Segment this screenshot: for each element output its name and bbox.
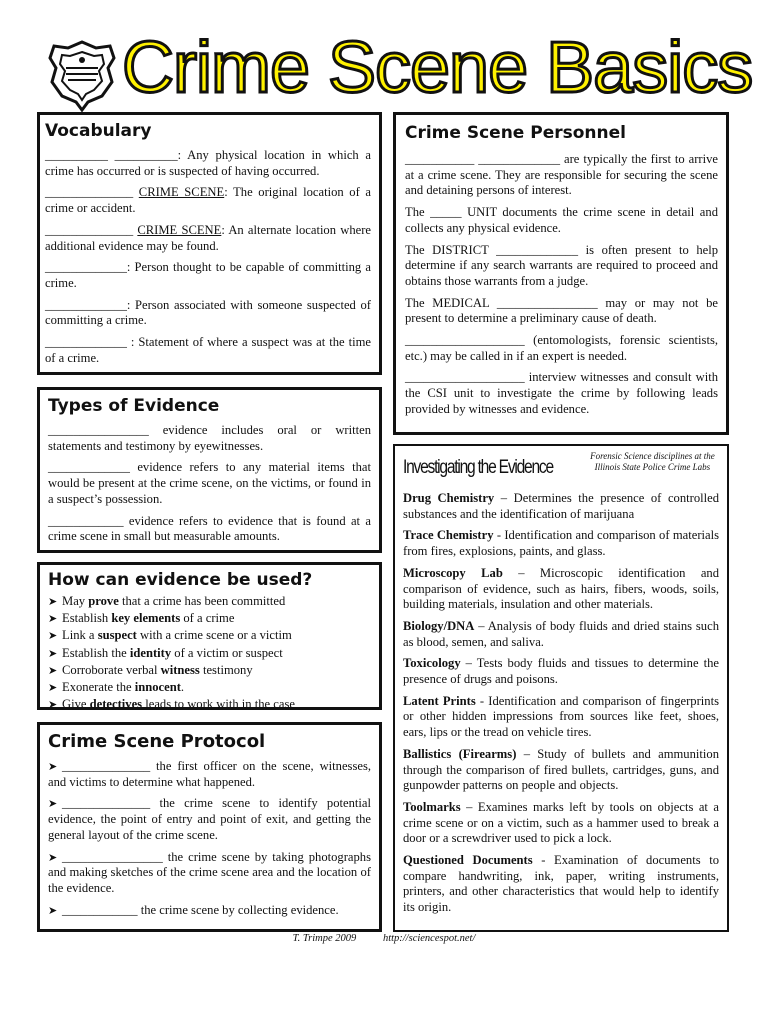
discipline-item: Questioned Documents - Examination of documents to compare handwriting, ink, paper, writing instruments, printers, and other characteristics that would help to identify its origin. bbox=[403, 853, 719, 915]
personnel-item: The _____ UNIT documents the crime scene in detail and collects any physical evidence. bbox=[405, 205, 718, 235]
fill-blank: ________________ bbox=[48, 423, 149, 437]
personnel-item: The DISTRICT _____________ is often present to help determine if any search warrants are required to proceed and obtains those warrants from a judge. bbox=[405, 242, 718, 288]
evidence-type-item: _____________ evidence refers to any material items that would be present at the crime scene, on the victims, or found in a suspect’s possession. bbox=[48, 460, 371, 506]
protocol-item: ➤ ______________ the crime scene to identify potential evidence, the point of entry and point of exit, and getting the general layout of the crime scene. bbox=[48, 796, 371, 842]
arrow-bullet-icon: ➤ bbox=[48, 903, 58, 917]
page-footer bbox=[0, 933, 768, 944]
fill-blank: _____________ bbox=[45, 297, 127, 312]
fill-blank: __________ __________ bbox=[45, 148, 178, 162]
arrow-bullet-icon: ➤ bbox=[48, 698, 58, 712]
discipline-item: Biology/DNA – Analysis of body fluids and dried stains such as blood, semen, and saliva. bbox=[403, 618, 719, 649]
fill-blank: ______________ bbox=[62, 759, 151, 773]
arrow-bullet-icon: ➤ bbox=[48, 612, 58, 626]
evidence-types-section bbox=[37, 387, 382, 553]
fill-blank: ______________ bbox=[45, 222, 138, 237]
personnel-heading: Crime Scene Personnel bbox=[405, 123, 626, 143]
fill-blank: _____________ bbox=[45, 260, 127, 275]
fill-blank: ____________ bbox=[62, 902, 138, 917]
personnel-item: ___________________ (entomologists, forensic scientists, etc.) may be called in if an expert is needed. bbox=[405, 333, 718, 363]
arrow-bullet-icon: ➤ bbox=[48, 595, 58, 608]
arrow-bullet-icon: ➤ bbox=[48, 663, 58, 677]
discipline-item: Toxicology – Tests body fluids and tissues to determine the presence of drugs and poisons. bbox=[403, 656, 719, 687]
evidence-use-item: ➤ Establish the identity of a victim or suspect bbox=[48, 645, 371, 662]
evidence-uses-section bbox=[37, 562, 382, 710]
vocab-item: _____________: Person associated with someone suspected of committing a crime. bbox=[45, 297, 371, 328]
arrow-bullet-icon: ➤ bbox=[48, 797, 58, 811]
arrow-bullet-icon: ➤ bbox=[48, 646, 58, 660]
personnel-item: ___________________ interview witnesses and consult with the CSI unit to investigate the crime by following leads provided by witnesses and evidence. bbox=[405, 370, 718, 416]
evidence-use-item: ➤ May prove that a crime has been committed bbox=[48, 593, 371, 610]
fill-blank: _____________ bbox=[48, 460, 130, 475]
fill-blank: _____________ bbox=[45, 335, 131, 350]
fill-blank: ________________ bbox=[62, 849, 163, 864]
fill-blank: ______________ bbox=[45, 185, 139, 200]
police-badge-icon bbox=[44, 38, 120, 114]
discipline-item: Drug Chemistry – Determines the presence of controlled substances and the identification of marijuana bbox=[403, 491, 720, 521]
personnel-item: ___________ _____________ are typically the first to arrive at a crime scene. They are responsible for securing the scene and detaining persons of interest. bbox=[405, 152, 718, 198]
personnel-item: The MEDICAL ________________ may or may not be present to determine a preliminary cause of death. bbox=[405, 295, 718, 326]
arrow-bullet-icon: ➤ bbox=[48, 629, 58, 643]
page-header bbox=[44, 28, 753, 114]
evidence-use-item: ➤ Corroborate verbal witness testimony bbox=[48, 662, 371, 679]
discipline-item: Microscopy Lab – Microscopic identification and comparison of evidence, such as hairs, fibers, woods, soils, building materials, insulation and other materials. bbox=[403, 565, 719, 612]
vocabulary-heading: Vocabulary bbox=[45, 121, 152, 141]
evidence-type-item: ____________ evidence refers to evidence that is found at a crime scene in small but measurable amounts. bbox=[48, 513, 371, 544]
investigating-note: Forensic Science disciplines at the Illinois State Police Crime Labs bbox=[590, 451, 715, 472]
discipline-item: Toolmarks – Examines marks left by tools on objects at a crime scene or on a victim, such as a hammer used to break a door or a screwdriver used to pick a lock. bbox=[403, 799, 719, 846]
protocol-item: ➤ ____________ the crime scene by collecting evidence. bbox=[48, 902, 339, 917]
personnel-section bbox=[393, 112, 729, 435]
protocol-item: ➤ ________________ the crime scene by taking photographs and making sketches of the crime scene area and the location of the evidence. bbox=[48, 849, 371, 895]
vocab-item: ______________ CRIME SCENE: An alternate location where additional evidence may be found. bbox=[45, 222, 371, 253]
vocab-item: __________ __________: Any physical location in which a crime has occurred or is suspected of having occurred. bbox=[45, 148, 371, 178]
investigating-heading: Investigating the Evidence bbox=[403, 457, 553, 478]
vocabulary-section bbox=[37, 112, 382, 375]
evidence-use-item: ➤ Exonerate the innocent. bbox=[48, 679, 371, 696]
evidence-use-item: ➤ Give detectives leads to work with in the case bbox=[48, 696, 371, 713]
page-title: Crime Scene Basics bbox=[122, 28, 753, 108]
evidence-use-item: ➤ Establish key elements of a crime bbox=[48, 610, 371, 627]
footer-url[interactable]: http://sciencespot.net/ bbox=[382, 933, 476, 944]
evidence-type-item: ________________ evidence includes oral or written statements and testimony by eyewitnesses. bbox=[48, 423, 371, 453]
investigating-section bbox=[393, 444, 729, 932]
protocol-item: ➤ ______________ the first officer on the scene, witnesses, and victims to determine what happened. bbox=[48, 759, 371, 789]
evidence-use-item: ➤ Link a suspect with a crime scene or a victim bbox=[48, 627, 371, 644]
discipline-item: Trace Chemistry - Identification and comparison of materials from fires, explosions, paints, and glass. bbox=[403, 528, 720, 559]
evidence-types-heading: Types of Evidence bbox=[48, 396, 220, 416]
evidence-uses-heading: How can evidence be used? bbox=[48, 570, 313, 590]
footer-author: T. Trimpe 2009 bbox=[292, 933, 357, 944]
vocab-item: _____________: Person thought to be capable of committing a crime. bbox=[45, 260, 371, 290]
protocol-heading: Crime Scene Protocol bbox=[48, 731, 266, 752]
protocol-section bbox=[37, 722, 382, 932]
vocab-item: _____________ : Statement of where a suspect was at the time of a crime. bbox=[45, 335, 371, 365]
arrow-bullet-icon: ➤ bbox=[48, 681, 58, 695]
arrow-bullet-icon: ➤ bbox=[48, 760, 58, 773]
arrow-bullet-icon: ➤ bbox=[48, 850, 58, 864]
discipline-item: Latent Prints - Identification and comparison of fingerprints or other hidden impressions from sources like feet, shoes, ears, lips or the tread on vehicle tires. bbox=[403, 693, 719, 740]
vocab-item: ______________ CRIME SCENE: The original location of a crime or accident. bbox=[45, 185, 372, 216]
fill-blank: ______________ bbox=[62, 796, 151, 811]
discipline-item: Ballistics (Firearms) – Study of bullets and ammunition through the comparison of fired bullets, cartridges, guns, and gunpowder patterns on people and objects. bbox=[403, 746, 719, 793]
fill-blank: ____________ bbox=[48, 513, 124, 528]
